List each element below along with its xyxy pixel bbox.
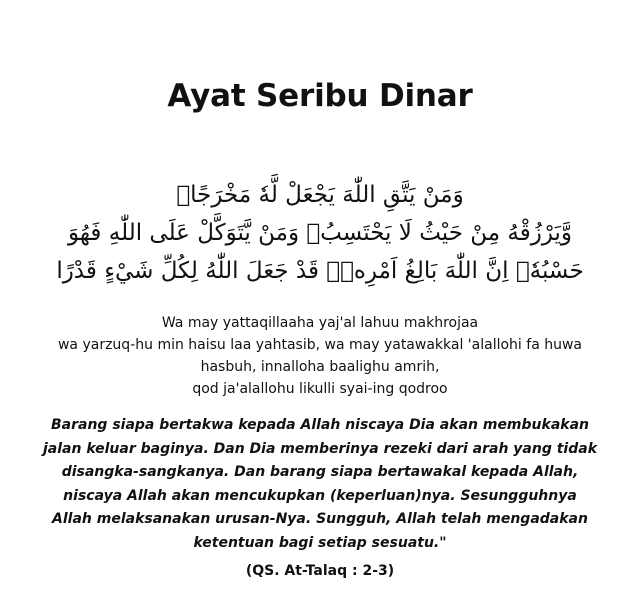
verse-reference: (QS. At-Talaq : 2-3) <box>245 563 395 579</box>
translation-line: Barang siapa bertakwa kepada Allah niscaya Dia akan membukakan <box>50 417 589 433</box>
transliteration-line: qod ja'alallohu likulli syai-ing qodroo <box>192 381 448 397</box>
transliteration-line: hasbuh, innalloha baalighu amrih, <box>200 359 440 375</box>
page-title: Ayat Seribu Dinar <box>167 78 473 114</box>
arabic-line: وَمَنْ يَتَّقِ اللّٰهَ يَجْعَلْ لَّهٗ مَخْرَجًاۙ <box>176 182 464 208</box>
translation-line: disangka-sangkanya. Dan barang siapa bertawakal kepada Allah, <box>61 464 579 480</box>
translation-line: niscaya Allah akan mencukupkan (keperluan)nya. Sesungguhnya <box>63 487 577 504</box>
translation-line: Allah melaksanakan urusan-Nya. Sungguh, Allah telah mengadakan <box>52 511 588 527</box>
arabic-verse <box>30 176 610 290</box>
transliteration-line: Wa may yattaqillaaha yaj'al lahuu makhrojaa <box>161 315 479 331</box>
translation <box>12 414 628 555</box>
translation-line: ketentuan bagi setiap sesuatu." <box>193 534 447 551</box>
translation-line: jalan keluar baginya. Dan Dia memberinya rezeki dari arah yang tidak <box>42 440 598 457</box>
transliteration-line: wa yarzuq-hu min haisu laa yahtasib, wa may yatawakkal 'alallohi fa huwa <box>57 337 582 353</box>
transliteration <box>10 312 630 400</box>
arabic-line: حَسْبُهٗۗ اِنَّ اللّٰهَ بَالِغُ اَمْرِهٖۗ قَدْ جَعَلَ اللّٰهُ لِكُلِّ شَيْءٍ قَدْرًا <box>56 258 584 284</box>
arabic-line: وَّيَرْزُقْهُ مِنْ حَيْثُ لَا يَحْتَسِبُۗ وَمَنْ يَّتَوَكَّلْ عَلَى اللّٰهِ فَهُوَ <box>67 220 573 246</box>
